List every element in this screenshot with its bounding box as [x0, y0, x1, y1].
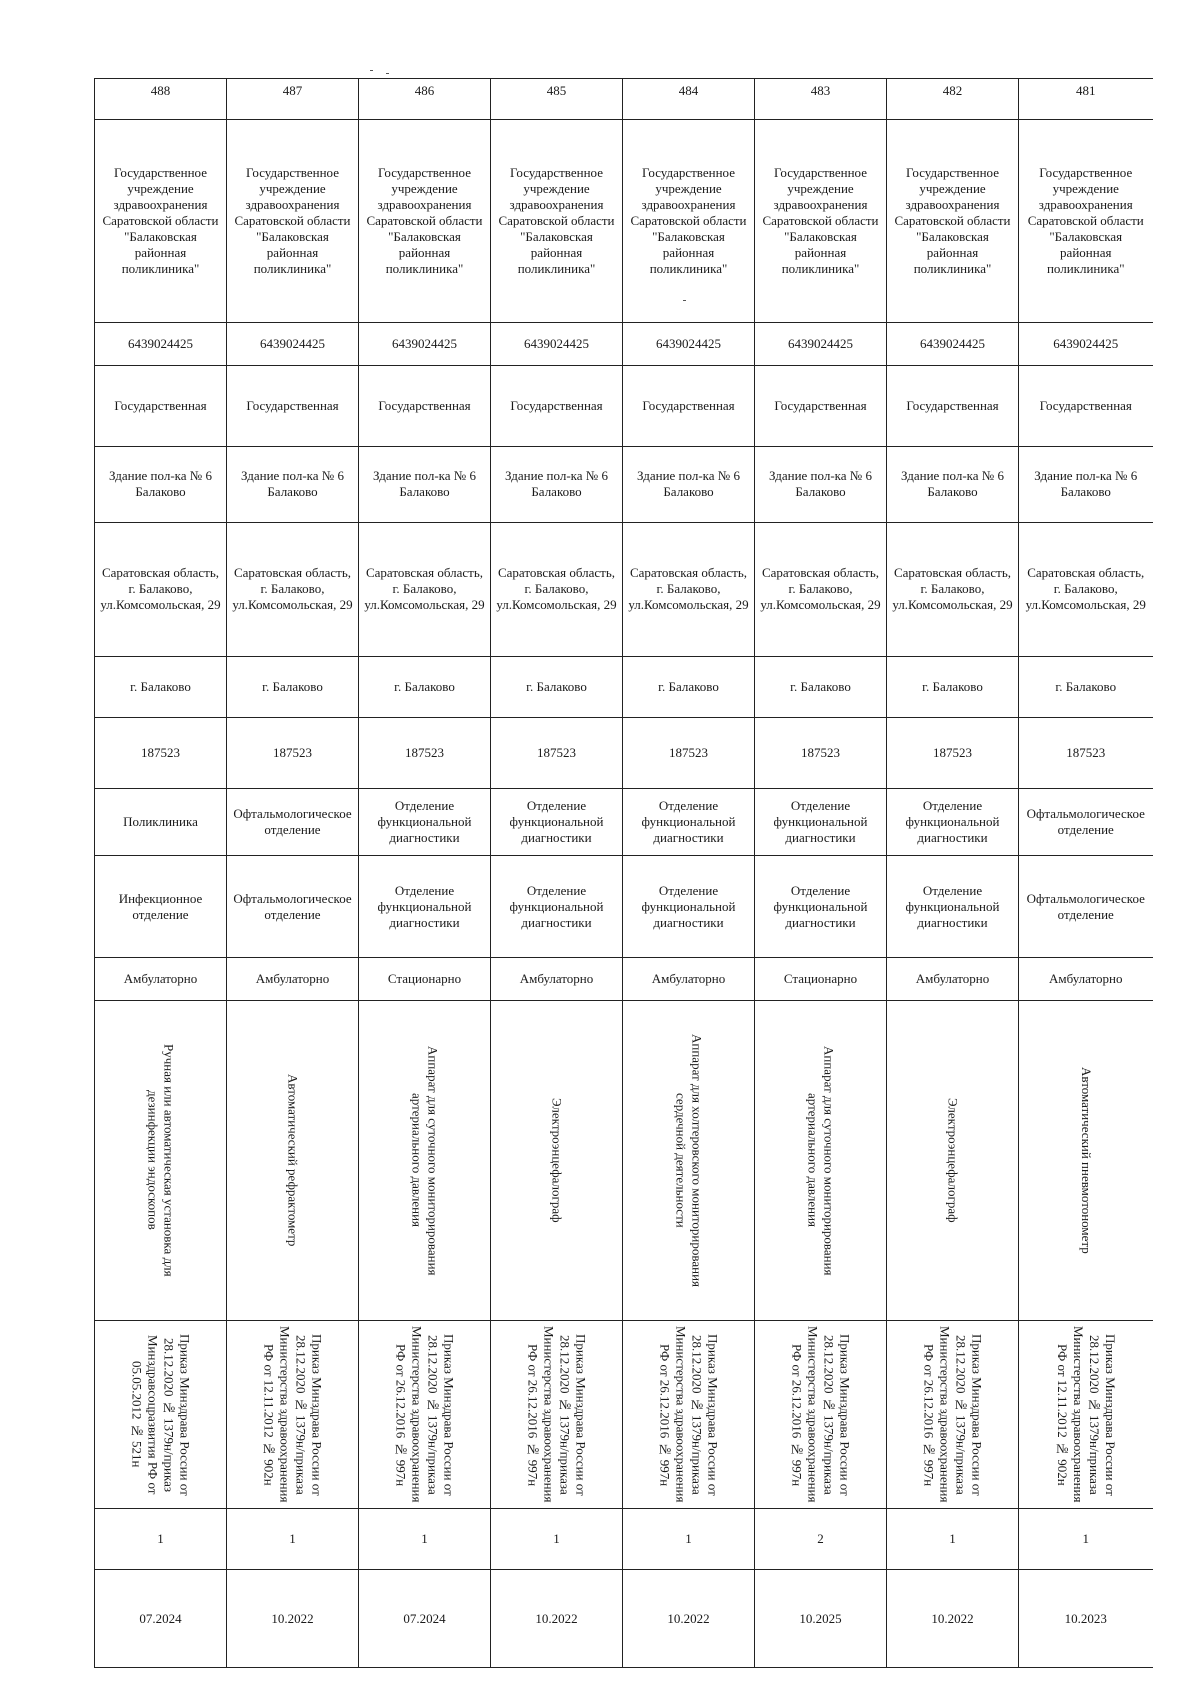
- cell-due-date: 10.2025: [755, 1570, 887, 1668]
- cell-department: Отделение функциональной диагностики: [623, 856, 755, 958]
- cell-quantity: 1: [359, 1509, 491, 1570]
- rotated-text-wrapper: [891, 1323, 1014, 1506]
- cell-division: Офтальмологическое отделение: [1019, 789, 1153, 856]
- cell-regulatory-order: [1019, 1321, 1153, 1509]
- cell-regulatory-order: [491, 1321, 623, 1509]
- rotated-text-wrapper: [99, 1323, 222, 1506]
- scan-speck: [683, 300, 686, 301]
- cell-quantity: 1: [887, 1509, 1019, 1570]
- cell-institution-name: Государственное учреждение здравоохранения Саратовской области "Балаковская районная поликлиника": [755, 119, 887, 322]
- cell-inn: 6439024425: [491, 323, 623, 366]
- row-department: [95, 856, 1153, 958]
- cell-city: г. Балаково: [623, 656, 755, 717]
- cell-ownership-form: Государственная: [491, 365, 623, 446]
- cell-due-date: 10.2022: [623, 1570, 755, 1668]
- cell-device-name: [755, 1000, 887, 1320]
- cell-city: г. Балаково: [755, 656, 887, 717]
- cell-quantity: 1: [623, 1509, 755, 1570]
- rotated-text-wrapper: [627, 1323, 750, 1506]
- cell-institution-name: Государственное учреждение здравоохранения Саратовской области "Балаковская районная поликлиника": [359, 119, 491, 322]
- rotated-text-wrapper: [363, 1003, 486, 1318]
- row-ownership: [95, 365, 1153, 446]
- cell-building-name: Здание пол-ка № 6 Балаково: [755, 447, 887, 522]
- cell-device-name: [623, 1000, 755, 1320]
- cell-address: Саратовская область, г. Балаково, ул.Комсомольская, 29: [359, 522, 491, 656]
- regulatory-order-text: Приказ Минздрава России от 28.12.2020 № 1379н/приказа Министерства здравоохранения РФ от 12.11.2012 № 902н: [261, 1326, 325, 1503]
- cell-address: Саратовская область, г. Балаково, ул.Комсомольская, 29: [623, 522, 755, 656]
- row-quantity: [95, 1509, 1153, 1570]
- cell-ownership-form: Государственная: [623, 365, 755, 446]
- cell-city: г. Балаково: [887, 656, 1019, 717]
- cell-device-name: [887, 1000, 1019, 1320]
- cell-regulatory-order: [623, 1321, 755, 1509]
- device-name-text: Аппарат для суточного мониторирования артериального давления: [409, 1045, 441, 1276]
- cell-due-date: 10.2022: [887, 1570, 1019, 1668]
- rotated-text-wrapper: [495, 1323, 618, 1506]
- device-name-text: Автоматический рефрактометр: [285, 1074, 301, 1247]
- cell-due-date: 10.2023: [1019, 1570, 1153, 1668]
- device-name-text: Электроэнцефалограф: [945, 1098, 961, 1223]
- cell-institution-name: Государственное учреждение здравоохранения Саратовской области "Балаковская районная поликлиника": [491, 119, 623, 322]
- cell-building-name: Здание пол-ка № 6 Балаково: [95, 447, 227, 522]
- device-name-text: Электроэнцефалограф: [549, 1098, 565, 1223]
- cell-due-date: 07.2024: [359, 1570, 491, 1668]
- row-order: [95, 1321, 1153, 1509]
- cell-regulatory-order: [887, 1321, 1019, 1509]
- rotated-text-wrapper: [231, 1323, 354, 1506]
- cell-city: г. Балаково: [491, 656, 623, 717]
- equipment-table: [94, 78, 1153, 1668]
- cell-care-form: Амбулаторно: [491, 957, 623, 1000]
- cell-ownership-form: Государственная: [887, 365, 1019, 446]
- cell-ownership-form: Государственная: [227, 365, 359, 446]
- cell-department: Отделение функциональной диагностики: [491, 856, 623, 958]
- regulatory-order-text: Приказ Минздрава России от 28.12.2020 № 1379н/приказа Министерства здравоохранения РФ от 26.12.2016 № 997н: [789, 1326, 853, 1503]
- cell-building-name: Здание пол-ка № 6 Балаково: [623, 447, 755, 522]
- cell-institution-code: 187523: [359, 717, 491, 788]
- cell-institution-name: Государственное учреждение здравоохранения Саратовской области "Балаковская районная поликлиника": [887, 119, 1019, 322]
- cell-regulatory-order: [227, 1321, 359, 1509]
- regulatory-order-text: Приказ Минздрава России от 28.12.2020 № 1379н/приказа Министерства здравоохранения РФ от 26.12.2016 № 997н: [921, 1326, 985, 1503]
- cell-device-name: [491, 1000, 623, 1320]
- rotated-text-wrapper: [1023, 1323, 1149, 1506]
- rotated-text-wrapper: [363, 1323, 486, 1506]
- cell-address: Саратовская область, г. Балаково, ул.Комсомольская, 29: [95, 522, 227, 656]
- cell-building-name: Здание пол-ка № 6 Балаково: [491, 447, 623, 522]
- cell-address: Саратовская область, г. Балаково, ул.Комсомольская, 29: [755, 522, 887, 656]
- device-name-text: Ручная или автоматическая установка для дезинфекции эндоскопов: [145, 1043, 177, 1277]
- rotated-text-wrapper: [495, 1003, 618, 1318]
- row-care-form: [95, 957, 1153, 1000]
- regulatory-order-text: Приказ Минздрава России от 28.12.2020 № 1379н/приказа Министерства здравоохранения РФ от 26.12.2016 № 997н: [525, 1326, 589, 1503]
- cell-institution-code: 187523: [227, 717, 359, 788]
- cell-institution-name: Государственное учреждение здравоохранения Саратовской области "Балаковская районная поликлиника": [623, 119, 755, 322]
- cell-due-date: 07.2024: [95, 1570, 227, 1668]
- cell-record-number: 483: [755, 79, 887, 120]
- cell-division: Отделение функциональной диагностики: [359, 789, 491, 856]
- cell-quantity: 1: [95, 1509, 227, 1570]
- cell-record-number: 485: [491, 79, 623, 120]
- cell-care-form: Амбулаторно: [623, 957, 755, 1000]
- cell-care-form: Амбулаторно: [227, 957, 359, 1000]
- cell-department: Отделение функциональной диагностики: [887, 856, 1019, 958]
- scanned-document-page: [94, 78, 1152, 1668]
- rotated-text-wrapper: [99, 1003, 222, 1318]
- cell-inn: 6439024425: [359, 323, 491, 366]
- row-institution: [95, 119, 1153, 322]
- rotated-text-wrapper: [891, 1003, 1014, 1318]
- cell-institution-code: 187523: [623, 717, 755, 788]
- row-address: [95, 522, 1153, 656]
- cell-record-number: 484: [623, 79, 755, 120]
- cell-ownership-form: Государственная: [1019, 365, 1153, 446]
- rotated-text-wrapper: [627, 1003, 750, 1318]
- cell-division: Отделение функциональной диагностики: [623, 789, 755, 856]
- cell-address: Саратовская область, г. Балаково, ул.Комсомольская, 29: [887, 522, 1019, 656]
- device-name-text: Автоматический пневмотонометр: [1078, 1066, 1094, 1254]
- cell-care-form: Амбулаторно: [95, 957, 227, 1000]
- regulatory-order-text: Приказ Минздрава России от 28.12.2020 № 1379н/приказа Министерства здравоохранения РФ от 26.12.2016 № 997н: [657, 1326, 721, 1503]
- cell-inn: 6439024425: [1019, 323, 1153, 366]
- regulatory-order-text: Приказ Минздрава России от 28.12.2020 № 1379н/приказа Министерства здравоохранения РФ от 12.11.2012 № 902н: [1054, 1326, 1118, 1503]
- rotated-text-wrapper: [759, 1323, 882, 1506]
- row-city: [95, 656, 1153, 717]
- cell-department: Отделение функциональной диагностики: [755, 856, 887, 958]
- cell-division: Отделение функциональной диагностики: [491, 789, 623, 856]
- cell-regulatory-order: [755, 1321, 887, 1509]
- cell-device-name: [95, 1000, 227, 1320]
- cell-address: Саратовская область, г. Балаково, ул.Комсомольская, 29: [227, 522, 359, 656]
- cell-regulatory-order: [359, 1321, 491, 1509]
- row-division: [95, 789, 1153, 856]
- cell-inn: 6439024425: [755, 323, 887, 366]
- cell-department: Инфекционное отделение: [95, 856, 227, 958]
- row-building: [95, 447, 1153, 522]
- row-inn: [95, 323, 1153, 366]
- cell-quantity: 2: [755, 1509, 887, 1570]
- cell-quantity: 1: [1019, 1509, 1153, 1570]
- device-name-text: Аппарат для холтеровского мониторирования сердечной деятельности: [673, 1033, 705, 1287]
- cell-address: Саратовская область, г. Балаково, ул.Комсомольская, 29: [491, 522, 623, 656]
- cell-inn: 6439024425: [623, 323, 755, 366]
- cell-care-form: Амбулаторно: [1019, 957, 1153, 1000]
- cell-ownership-form: Государственная: [755, 365, 887, 446]
- cell-division: Отделение функциональной диагностики: [755, 789, 887, 856]
- regulatory-order-text: Приказ Минздрава России от 28.12.2020 № 1379н/приказ Минздравсоцразвития РФ от 05.05.2012 № 521н: [129, 1333, 193, 1496]
- cell-building-name: Здание пол-ка № 6 Балаково: [1019, 447, 1153, 522]
- regulatory-order-text: Приказ Минздрава России от 28.12.2020 № 1379н/приказа Министерства здравоохранения РФ от 26.12.2016 № 997н: [393, 1326, 457, 1503]
- cell-city: г. Балаково: [227, 656, 359, 717]
- cell-division: Офтальмологическое отделение: [227, 789, 359, 856]
- cell-building-name: Здание пол-ка № 6 Балаково: [887, 447, 1019, 522]
- cell-inn: 6439024425: [227, 323, 359, 366]
- cell-regulatory-order: [95, 1321, 227, 1509]
- device-name-text: Аппарат для суточного мониторирования артериального давления: [805, 1045, 837, 1276]
- cell-institution-code: 187523: [491, 717, 623, 788]
- cell-quantity: 1: [491, 1509, 623, 1570]
- cell-care-form: Стационарно: [359, 957, 491, 1000]
- cell-due-date: 10.2022: [227, 1570, 359, 1668]
- scan-speck: [386, 73, 389, 74]
- cell-institution-name: Государственное учреждение здравоохранения Саратовской области "Балаковская районная поликлиника": [95, 119, 227, 322]
- cell-division: Отделение функциональной диагностики: [887, 789, 1019, 856]
- cell-device-name: [1019, 1000, 1153, 1320]
- cell-institution-code: 187523: [95, 717, 227, 788]
- row-device: [95, 1000, 1153, 1320]
- cell-department: Офтальмологическое отделение: [1019, 856, 1153, 958]
- cell-record-number: 488: [95, 79, 227, 120]
- cell-city: г. Балаково: [359, 656, 491, 717]
- rotated-text-wrapper: [1023, 1003, 1149, 1318]
- cell-institution-code: 187523: [887, 717, 1019, 788]
- cell-device-name: [359, 1000, 491, 1320]
- row-record-number: [95, 79, 1153, 120]
- cell-city: г. Балаково: [1019, 656, 1153, 717]
- cell-address: Саратовская область, г. Балаково, ул.Комсомольская, 29: [1019, 522, 1153, 656]
- cell-inn: 6439024425: [95, 323, 227, 366]
- cell-device-name: [227, 1000, 359, 1320]
- cell-due-date: 10.2022: [491, 1570, 623, 1668]
- cell-city: г. Балаково: [95, 656, 227, 717]
- cell-quantity: 1: [227, 1509, 359, 1570]
- scan-speck: [370, 70, 373, 71]
- cell-record-number: 487: [227, 79, 359, 120]
- cell-department: Офтальмологическое отделение: [227, 856, 359, 958]
- rotated-text-wrapper: [759, 1003, 882, 1318]
- cell-building-name: Здание пол-ка № 6 Балаково: [359, 447, 491, 522]
- rotated-text-wrapper: [231, 1003, 354, 1318]
- row-date: [95, 1570, 1153, 1668]
- cell-inn: 6439024425: [887, 323, 1019, 366]
- cell-record-number: 486: [359, 79, 491, 120]
- cell-building-name: Здание пол-ка № 6 Балаково: [227, 447, 359, 522]
- cell-department: Отделение функциональной диагностики: [359, 856, 491, 958]
- cell-institution-code: 187523: [1019, 717, 1153, 788]
- cell-care-form: Стационарно: [755, 957, 887, 1000]
- cell-institution-name: Государственное учреждение здравоохранения Саратовской области "Балаковская районная поликлиника": [1019, 119, 1153, 322]
- cell-division: Поликлиника: [95, 789, 227, 856]
- cell-institution-code: 187523: [755, 717, 887, 788]
- cell-record-number: 482: [887, 79, 1019, 120]
- cell-ownership-form: Государственная: [359, 365, 491, 446]
- row-code: [95, 717, 1153, 788]
- cell-ownership-form: Государственная: [95, 365, 227, 446]
- cell-record-number: 481: [1019, 79, 1153, 120]
- cell-institution-name: Государственное учреждение здравоохранения Саратовской области "Балаковская районная поликлиника": [227, 119, 359, 322]
- cell-care-form: Амбулаторно: [887, 957, 1019, 1000]
